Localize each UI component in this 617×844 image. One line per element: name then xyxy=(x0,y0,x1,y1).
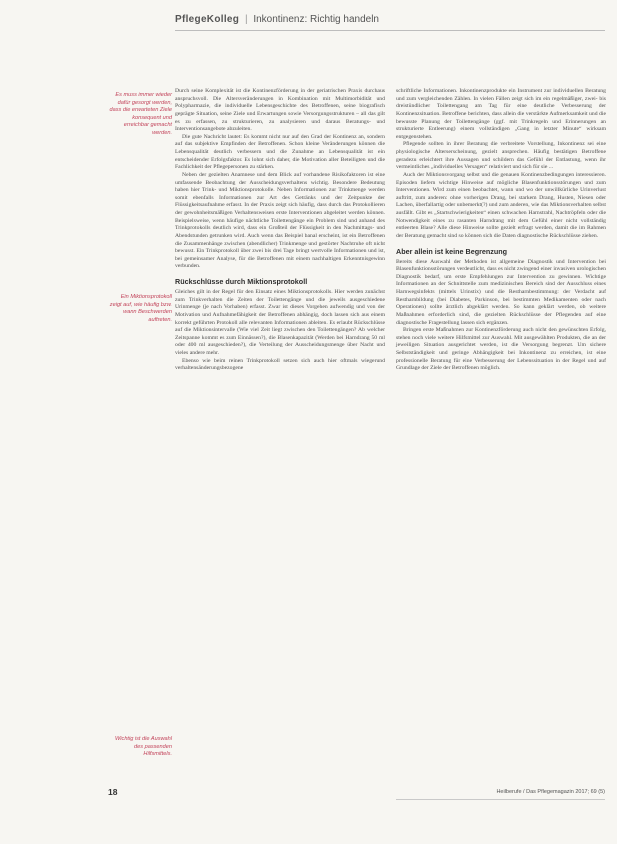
body-paragraph: Bringen erste Maßnahmen zur Kontinenzförderung auch nicht den gewünschten Erfolg, stehen noch viele weitere Hilfsmittel zur Auswahl. Mit ausgewählten Produkten, die an der jeweiligen Situation ausgerichtet werden, ist die Versorgung begrenzt. Um sichere Selbstständigkeit und geringe Abhängigkeit bei Inkontinenz zu erreichen, ist eine professionelle Beratung für eine Verbesserung der Lebenssituation in der Regel und auf Grundlage der Ziele der Betroffenen möglich. xyxy=(396,327,606,372)
body-paragraph: Die gute Nachricht lautet: Es kommt nicht nur auf den Grad der Kontinenz an, sondern auf das subjektive Empfinden der Betroffenen. Schon kleine Veränderungen können die Lebensqualität deutlich verbessern und die Zunahme an Lebensqualität ist ein entscheidender Erfolgsfaktor. Es lohnt sich daher, die Motivation aller Beteiligten und die Fachlichkeit der Pflegepersonen zu stärken. xyxy=(175,133,385,171)
magazine-brand: PflegeKolleg xyxy=(175,14,240,25)
body-paragraph: Pflegende sollten in ihrer Beratung die verbreitete Vorstellung, Inkontinenz sei eine physiologische Alterserscheinung, gezielt ansprechen. Häufig bestätigen Betroffene geradezu erleichtert ihre Aussagen und schildern das Gefühl der Entlastung, wenn ihr vermeintliches „individuelles Versagen“ relativiert und sich für sie ... xyxy=(396,141,606,171)
body-paragraph: schriftliche Informationen. Inkontinenzprodukte ein Instrument zur individuellen Beratung und zum vergleichenden Zählen. In vielen Fällen zeigt sich im ein regelmäßiger, zwei- bis dreistündlicher Toilettengang am Tag für eine deutliche Verbesserung der Kontinenzsituation. Betroffene berichten, dass allein die verstärkte Aufmerksamkeit und die bewusste Planung der Toilettengänge (ggf. mit Trinkregeln und Erinnerungen an strukturierte Entleerung) einem vollständigen „Gang in letzter Minute“ wirksam entgegenstehen. xyxy=(396,88,606,140)
section-heading: Aber allein ist keine Begrenzung xyxy=(396,246,508,256)
body-paragraph: Bereits diese Auswahl der Methoden ist allgemeine Diagnostik und Intervention bei Blasenfunktionsstörungen verdeutlicht, dass es nicht zwingend einer invasiven urologischen Diagnostik bedarf, um erste Empfehlungen zur Intervention zu gewinnen. Wichtige Informationen an der Schnittstelle zum medizinischen Bereich sind der Ausschluss eines Harnwegsinfekts (mittels Urinstix) und die Restharnbestimmung: der Verdacht auf Restharnbildung (bei Diabetes, Parkinson, bei bestimmten Medikamenten oder nach Operationen) sollte ärztlich abgeklärt werden. So kann geklärt werden, ob weitere Maßnahmen erforderlich sind, die gezielten Rückschlüsse der Pflegenden auf eine diagnostische Fragestellung lassen sich ergänzen. xyxy=(396,258,606,326)
section-heading: Rückschlüsse durch Miktionsprotokoll xyxy=(175,277,308,286)
body-paragraph: Ebenso wie beim reinen Trinkprotokoll setzen sich auch hier oftmals wiegerund verhaltensänderungsbezogene xyxy=(175,357,385,372)
margin-note-2: Ein Miktionsprotokoll zeigt auf, wie häufig bzw. wann Beschwerden auftreten. xyxy=(109,294,172,323)
page-footer xyxy=(108,787,605,801)
body-paragraph: Gleiches gilt in der Regel für den Einsatz eines Miktionsprotokolls. Hier werden zunächst zum Trinkverhalten die Zeiten der Toilettengänge und die jeweils ausgeschiedene Urinmenge (je nach Vorhaben) erfasst. Zwar ist dieses Vorgehen aufwendig und von der Motivation und Aufnahmefähigkeit der Betroffenen abhängig, doch lassen sich aus einem korrekt geführten Protokoll alle relevanten Informationen ableiten. Es erlaubt Rückschlüsse auf die Miktionsintervalle (Wie viel Zeit liegt zwischen den Toilettengängen? Ab welcher Zeitspanne kommt es zum Einnässen?), die Blasenkapazität (Werden bei Harndrang 50 ml oder 400 ml ausgeschieden?), die Verteilung der Ausscheidungsmenge über Nacht und vieles andere mehr. xyxy=(175,289,385,356)
body-paragraph: Auch der Miktionsvorgang selbst und die genauen Kontinenzbedingungen interessieren. Episoden liefern wichtige Hinweise auf mögliche Blasenfunktionsstörungen und zum Interventionen. Wird zum einen beobachtet, wann und wo der unwillkürliche Urinverlust auftritt, zum anderen: ohne vorherigen Drang, bei starkem Drang, Husten, Niesen oder Lachen, überfallartig oder unbemerkt(?) und zum anderen, wie das Miktionsverhalten selbst ausfällt. Gibt es „Startschwierigkeiten“ einen schwachen Harnstrahl, Nachtröpfeln oder die Notwendigkeit eines zu rasanten Harndrang mit dem Gefühl einer nicht vollständig entleerten Blase? Alle diese Hinweise sollte gezielt erfragt werden, damit die im Rahmen der Beratung gemacht sind so können sich die Daten diagnostische Rückschlüsse ziehen. xyxy=(396,171,606,239)
header-rule xyxy=(175,30,605,31)
left-column xyxy=(175,88,385,373)
page-header xyxy=(175,14,605,34)
margin-note-1: Es muss immer wieder dafür gesorgt werden, dass die erwarteten Ziele konsequent und erreichbar gemacht werden. xyxy=(109,92,172,136)
journal-citation: Heilberufe / Das Pflegemagazin 2017; 69 (5) xyxy=(496,789,605,795)
header-separator: | xyxy=(244,14,248,25)
margin-note-3: Wichtig ist die Auswahl des passenden Hilfsmittels. xyxy=(115,736,172,758)
body-paragraph: Neben der gezielten Anamnese und dem Blick auf vorhandene Risikofaktoren ist eine umfassende Beobachtung der Ausscheidungsverhaltens wichtig. Besondere Bedeutung haben hier Trink- und Miktionsprotokolle. Neben Informationen zur Trinkmenge werden somit ebenfalls Informationen zur Art des Getränks und der Zeitpunkte der Flüssigkeitsaufnahme erfasst. In der Praxis zeigt sich häufig, dass durch das Protokollieren der gewohnheitsmäßigen Verhaltensweisen erste Interventionen abgeleitet werden können. Beispielsweise, wenn häufige nächtliche Toilettengänge ein Problem sind und anhand des Trinkprotokolls deutlich wird, dass ein Großteil der Flüssigkeit in den Nachmittags- und Abendstunden getrunken wird. Auch wenn das Beispiel banal erscheint, ist ein Betroffenen die Zusammenhänge zwischen (abendlicher) Trinkmenge und gestörter Nachtruhe oft nicht bewusst. Ein Trinkprotokoll über zwei bis drei Tage bringt wertvolle Informationen und ist, bei gemeinsamer Analyse, für die Betroffenen mit einem nachhaltigen Erkenntnisgewinn verbunden. xyxy=(175,171,385,270)
page-number: 18 xyxy=(108,787,118,797)
section-title: Inkontinenz: Richtig handeln xyxy=(253,14,379,25)
body-paragraph: Durch seine Komplexität ist die Kontinenzförderung in der geriatrischen Praxis durchaus anspruchsvoll. Die Altersveränderungen in Kombination mit Multimorbidität und Polypharmazie, die individuelle Lebensgeschichte des Betroffenen, seine biografisch geprägte Situation, seine Ziele und Erwartungen sowie Versorgungsstrukturen – all das gilt es zu erfassen, zu strukturieren, zu analysieren und daraus Beratungs- und Interventionsangebote abzuleiten. xyxy=(175,88,385,133)
right-column xyxy=(396,88,606,373)
